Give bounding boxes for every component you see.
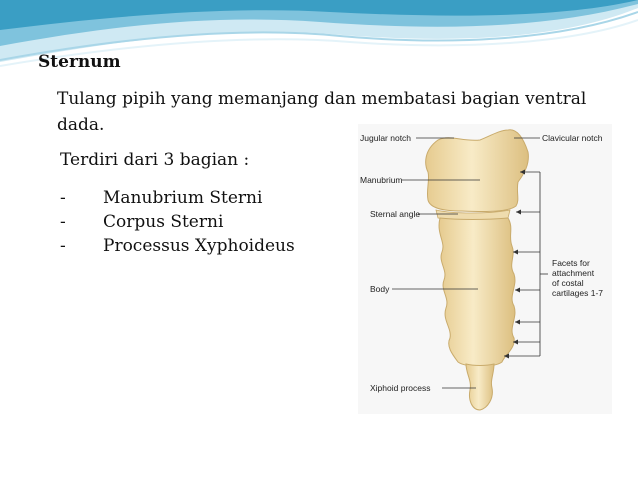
label-xiphoid-process: Xiphoid process — [370, 383, 431, 393]
label-facets-line1: Facets for — [552, 258, 590, 268]
list-item-text: Processus Xyphoideus — [103, 236, 295, 256]
intro-text: Tulang pipih yang memanjang dan membatasi bagian ventral dada. — [57, 89, 587, 135]
parts-list — [60, 188, 295, 260]
label-sternal-angle: Sternal angle — [370, 209, 421, 219]
subhead-text: Terdiri dari 3 bagian : — [60, 150, 250, 170]
list-item — [60, 212, 295, 236]
sternum-figure — [358, 124, 612, 414]
bullet-dash: - — [60, 212, 66, 232]
label-jugular-notch: Jugular notch — [360, 133, 412, 143]
list-item-text: Corpus Sterni — [103, 212, 224, 232]
list-item — [60, 236, 295, 260]
manubrium-bone — [426, 130, 529, 212]
bullet-dash: - — [60, 188, 66, 208]
label-clavicular-notch: Clavicular notch — [542, 133, 603, 143]
sternum-illustration — [358, 124, 612, 414]
bullet-dash: - — [60, 236, 66, 256]
list-item — [60, 188, 295, 212]
label-body: Body — [370, 284, 390, 294]
slide-title: Sternum — [38, 52, 121, 72]
label-facets-line2: attachment — [552, 268, 595, 278]
list-item-text: Manubrium Sterni — [103, 188, 263, 208]
label-facets-line3: of costal — [552, 278, 584, 288]
label-facets-line4: cartilages 1-7 — [552, 288, 604, 298]
body-bone — [439, 218, 515, 367]
label-manubrium: Manubrium — [360, 175, 403, 185]
